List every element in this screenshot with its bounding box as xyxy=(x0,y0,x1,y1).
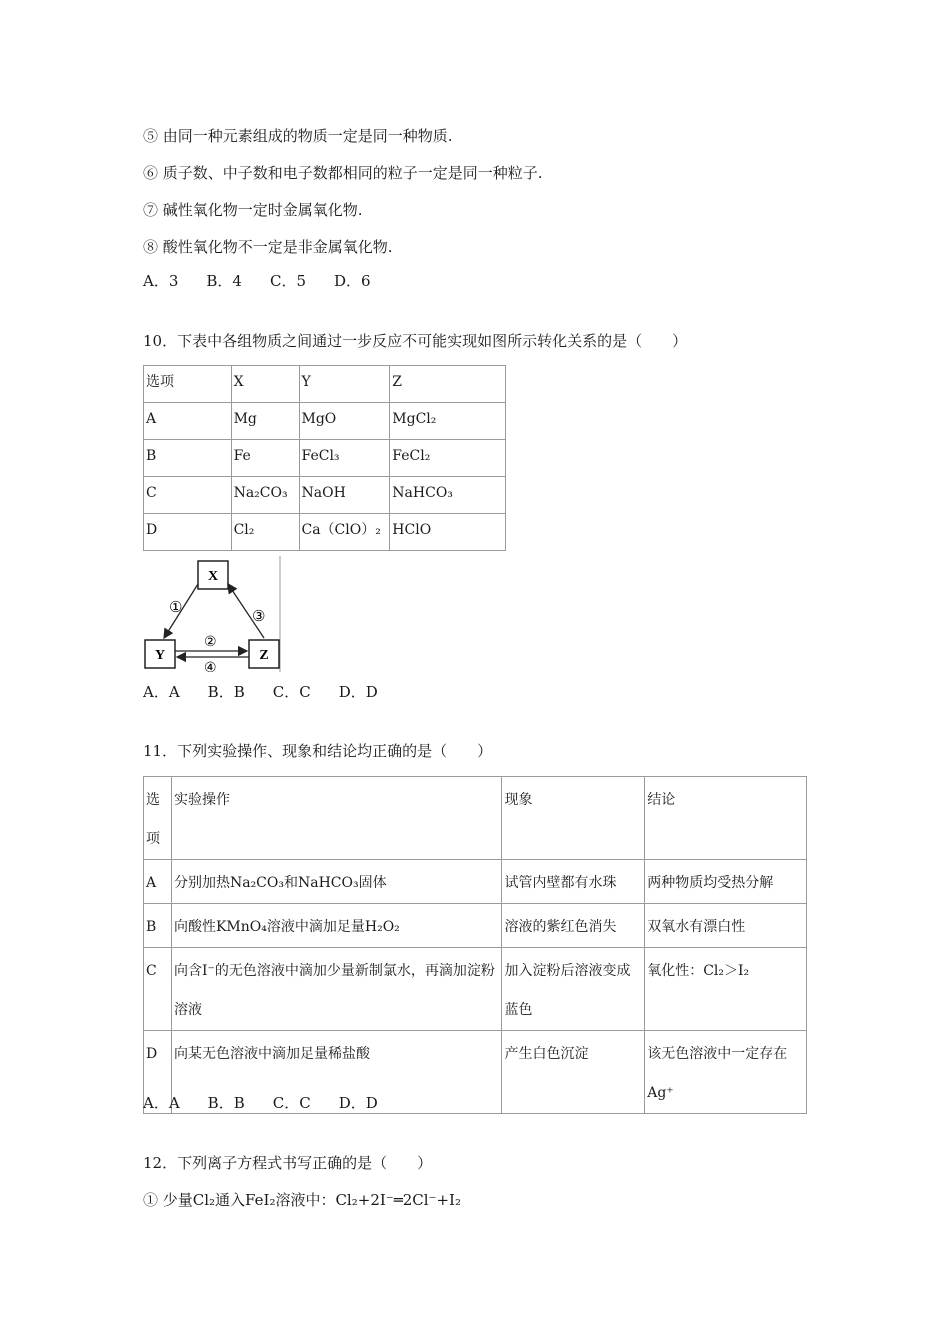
option-a: A．3 xyxy=(143,272,179,290)
header-cell: 实验操作 xyxy=(171,777,501,860)
table-row xyxy=(144,403,506,440)
arrow-1-label: ① xyxy=(169,598,183,616)
q12-item-1: ① 少量Cl₂通入FeI₂溶液中：Cl₂+2I⁻═2Cl⁻+I₂ xyxy=(143,1191,461,1209)
q11-table xyxy=(143,776,807,1114)
header-cell: 现象 xyxy=(502,777,645,860)
table-cell: B xyxy=(144,904,172,948)
statement-7: ⑦ 碱性氧化物一定时金属氧化物. xyxy=(143,201,363,219)
table-cell: 向某无色溶液中滴加足量稀盐酸 xyxy=(171,1031,501,1114)
table-cell: A xyxy=(144,860,172,904)
node-x-label: X xyxy=(207,569,219,584)
table-cell: Cl₂ xyxy=(231,514,299,551)
q12-stem: 12．下列离子方程式书写正确的是（ ） xyxy=(143,1154,433,1172)
table-cell: 氧化性：Cl₂＞I₂ xyxy=(645,948,807,1031)
table-cell: A xyxy=(144,403,232,440)
table-cell: B xyxy=(144,440,232,477)
table-cell: MgO xyxy=(299,403,390,440)
header-cell: X xyxy=(231,366,299,403)
table-cell: 加入淀粉后溶液变成蓝色 xyxy=(502,948,645,1031)
table-cell: HClO xyxy=(390,514,506,551)
q10-options xyxy=(143,682,406,702)
option-a: A．A xyxy=(143,683,180,701)
table-cell: Fe xyxy=(231,440,299,477)
option-d: D．6 xyxy=(334,272,371,290)
arrow-2-label: ② xyxy=(204,634,217,650)
arrow-4-label: ④ xyxy=(204,660,217,672)
q10-table xyxy=(143,365,506,551)
header-cell: Z xyxy=(390,366,506,403)
table-cell: D xyxy=(144,1031,172,1114)
table-header-row xyxy=(144,366,506,403)
table-cell: 该无色溶液中一定存在Ag⁺ xyxy=(645,1031,807,1114)
table-row xyxy=(144,440,506,477)
node-y-label: Y xyxy=(154,648,166,663)
table-row xyxy=(144,514,506,551)
q10-stem: 10．下表中各组物质之间通过一步反应不可能实现如图所示转化关系的是（ ） xyxy=(143,332,688,350)
option-b: B．B xyxy=(207,683,245,701)
header-cell: 选项 xyxy=(144,777,172,860)
option-c: C．5 xyxy=(269,272,306,290)
statement-8: ⑧ 酸性氧化物不一定是非金属氧化物. xyxy=(143,238,393,256)
option-a: A．A xyxy=(143,1094,180,1112)
table-cell: Mg xyxy=(231,403,299,440)
table-row xyxy=(144,477,506,514)
q11-options xyxy=(143,1093,406,1113)
table-row xyxy=(144,904,807,948)
conversion-diagram xyxy=(143,556,281,672)
table-cell: 双氧水有漂白性 xyxy=(645,904,807,948)
table-cell: 溶液的紫红色消失 xyxy=(502,904,645,948)
table-cell: FeCl₃ xyxy=(299,440,390,477)
header-cell: 结论 xyxy=(645,777,807,860)
arrow-3-label: ③ xyxy=(252,607,266,625)
table-cell: NaOH xyxy=(299,477,390,514)
header-cell: 选项 xyxy=(144,366,232,403)
table-cell: 两种物质均受热分解 xyxy=(645,860,807,904)
table-cell: NaHCO₃ xyxy=(390,477,506,514)
table-cell: Ca（ClO）₂ xyxy=(299,514,390,551)
table-row xyxy=(144,860,807,904)
table-cell: C xyxy=(144,477,232,514)
q9-options xyxy=(143,271,399,291)
header-cell: Y xyxy=(299,366,390,403)
statement-6: ⑥ 质子数、中子数和电子数都相同的粒子一定是同一种粒子. xyxy=(143,164,543,182)
table-cell: Na₂CO₃ xyxy=(231,477,299,514)
table-cell: 产生白色沉淀 xyxy=(502,1031,645,1114)
option-c: C．C xyxy=(272,683,311,701)
table-row xyxy=(144,948,807,1031)
option-d: D．D xyxy=(338,683,378,701)
table-cell: MgCl₂ xyxy=(390,403,506,440)
option-b: B．4 xyxy=(206,272,242,290)
node-z-label: Z xyxy=(259,648,269,663)
statement-5: ⑤ 由同一种元素组成的物质一定是同一种物质. xyxy=(143,127,453,145)
table-cell: D xyxy=(144,514,232,551)
q11-stem: 11．下列实验操作、现象和结论均正确的是（ ） xyxy=(143,742,493,760)
table-cell: 向含I⁻的无色溶液中滴加少量新制氯水，再滴加淀粉溶液 xyxy=(171,948,501,1031)
table-cell: 试管内壁都有水珠 xyxy=(502,860,645,904)
table-cell: 分别加热Na₂CO₃和NaHCO₃固体 xyxy=(171,860,501,904)
option-c: C．C xyxy=(272,1094,311,1112)
table-cell: 向酸性KMnO₄溶液中滴加足量H₂O₂ xyxy=(171,904,501,948)
table-header-row xyxy=(144,777,807,860)
option-b: B．B xyxy=(207,1094,245,1112)
table-cell: C xyxy=(144,948,172,1031)
option-d: D．D xyxy=(338,1094,378,1112)
table-cell: FeCl₂ xyxy=(390,440,506,477)
